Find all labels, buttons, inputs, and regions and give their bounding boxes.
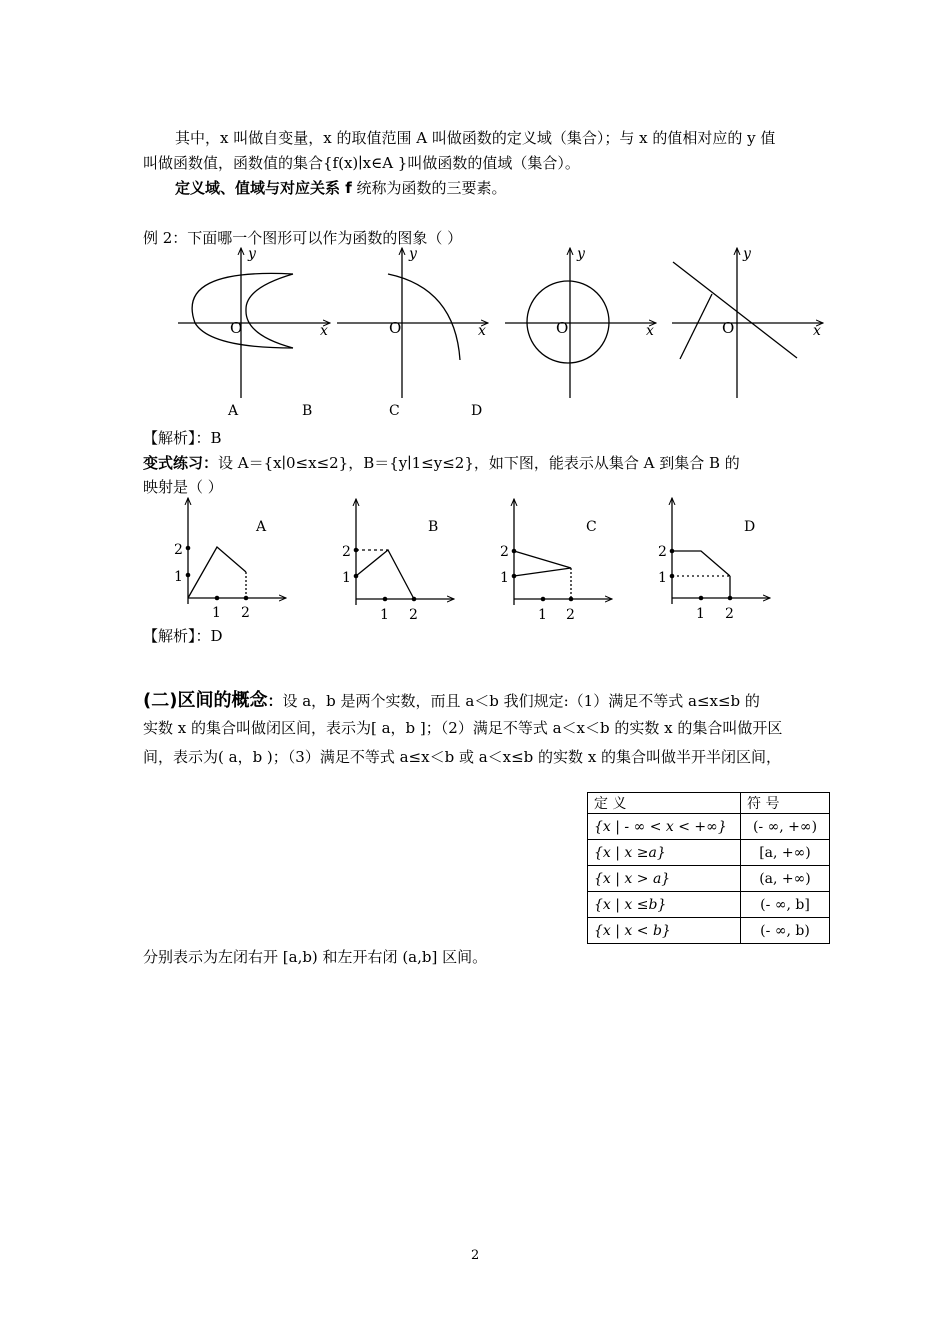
table-row [588, 840, 830, 866]
table-cell-definition: {x | x ≤b} [588, 892, 741, 918]
graph-a-inner-curve [246, 274, 293, 348]
para1-line1: 其中，x 叫做自变量，x 的取值范围 A 叫做函数的定义域（集合）；与 x 的值相对应的 y 值 [175, 129, 776, 147]
table-row [588, 892, 830, 918]
table-header-symbol: 符 号 [741, 793, 830, 814]
variant-graph-b [356, 499, 454, 605]
table-cell-symbol: (- ∞, b) [741, 918, 830, 944]
table-row [588, 814, 830, 840]
variant-d-tick-y1: 1 [658, 570, 667, 586]
graph-b-origin: O [389, 319, 402, 337]
table-cell-symbol: (- ∞, b] [741, 892, 830, 918]
graph-c-y-label: y [577, 246, 585, 262]
graph-b-x-label: x [478, 323, 486, 339]
interval-line4: 分别表示为左闭右开 [a,b) 和左开右闭 (a,b] 区间。 [143, 948, 488, 966]
table-cell-symbol: [a, +∞) [741, 840, 830, 866]
variant-d-tick-x2: 2 [725, 606, 734, 622]
interval-line1 [143, 686, 760, 712]
table-header-definition: 定 义 [588, 793, 741, 814]
variant-graphs [0, 492, 950, 627]
variant-graph-a [188, 498, 286, 604]
graph-b [337, 248, 488, 398]
graph-a-y-label: y [248, 246, 256, 262]
variant-b-tick-y1: 1 [342, 570, 351, 586]
graph-d-line-2 [680, 294, 712, 359]
interval-heading-colon: ： [267, 692, 283, 710]
graph-a-outer-curve [192, 273, 293, 348]
variant-label-c: C [586, 519, 597, 535]
option-label-a: A [228, 403, 239, 419]
example2-answer: 【解析】：B [143, 429, 222, 447]
graph-d-y-label: y [743, 246, 751, 262]
variant-graph-d-dots [670, 549, 733, 601]
table-row [588, 918, 830, 944]
variant-label-b: B [428, 519, 439, 535]
interval-line2: 实数 x 的集合叫做闭区间，表示为[ a，b ]；（2）满足不等式 a＜x＜b 的实数 x 的集合叫做开区 [143, 719, 783, 737]
variant-line2: 映射是（ ） [143, 478, 223, 496]
variant-graph-d [672, 498, 770, 604]
variant-d-tick-x1: 1 [696, 606, 705, 622]
option-label-d: D [471, 403, 483, 419]
variant-graph-b-dots [354, 548, 417, 602]
three-elements-rest: 统称为函数的三要素。 [351, 179, 507, 197]
variant-c-tick-y1: 1 [500, 570, 509, 586]
interval-line1-text: 设 a，b 是两个实数，而且 a＜b 我们规定:（1）满足不等式 a≤x≤b 的 [282, 692, 760, 710]
variant-a-tick-x2: 2 [241, 605, 250, 621]
table-cell-symbol: (a, +∞) [741, 866, 830, 892]
graph-c-x-label: x [646, 323, 654, 339]
table-cell-definition: {x | x > a} [588, 866, 741, 892]
option-label-b: B [302, 403, 313, 419]
variant-c-tick-y2: 2 [500, 544, 509, 560]
variant-c-tick-x2: 2 [566, 607, 575, 623]
variant-a-tick-x1: 1 [212, 605, 221, 621]
three-elements-bold: 定义域、值域与对应关系 f [175, 179, 352, 197]
variant-answer: 【解析】：D [143, 627, 223, 645]
variant-colon: ： [203, 454, 219, 472]
graph-b-y-label: y [409, 246, 417, 262]
variant-a-tick-y2: 2 [174, 542, 183, 558]
graph-c [505, 248, 656, 398]
table-row [588, 866, 830, 892]
variant-a-tick-y1: 1 [174, 569, 183, 585]
table-cell-definition: {x | x ≥a} [588, 840, 741, 866]
para1-line3 [175, 177, 507, 198]
variant-d-tick-y2: 2 [658, 544, 667, 560]
graph-c-origin: O [556, 319, 569, 337]
graph-a [178, 248, 330, 398]
graph-d-x-label: x [813, 323, 821, 339]
graph-b-curve [388, 274, 460, 360]
graph-d-origin: O [722, 319, 735, 337]
variant-b-tick-x1: 1 [380, 607, 389, 623]
variant-line1 [143, 452, 740, 473]
table-cell-definition: {x | x < b} [588, 918, 741, 944]
table-cell-definition: {x | - ∞ < x < +∞} [588, 814, 741, 840]
variant-title: 变式练习 [143, 454, 204, 472]
variant-c-tick-x1: 1 [538, 607, 547, 623]
table-header-row [588, 793, 830, 814]
page-number: 2 [471, 1248, 480, 1263]
option-label-c: C [389, 403, 400, 419]
para1-line2: 叫做函数值，函数值的集合{f(x)∣x∈A }叫做函数的值域（集合）。 [143, 154, 580, 172]
variant-b-tick-x2: 2 [409, 607, 418, 623]
variant-text: 设 A＝{x∣0≤x≤2}，B＝{y∣1≤y≤2}，如下图，能表示从集合 A 到集合 B 的 [218, 454, 740, 472]
graph-d-line-1 [673, 262, 797, 358]
example2-question: 例 2：下面哪一个图形可以作为函数的图象（ ） [143, 229, 463, 247]
table-cell-symbol: (- ∞, +∞) [741, 814, 830, 840]
variant-label-a: A [256, 519, 267, 535]
variant-graph-a-dots [186, 546, 249, 601]
variant-label-d: D [744, 519, 756, 535]
interval-heading: (二)区间的概念 [143, 690, 268, 711]
interval-symbol-table [587, 792, 830, 944]
variant-graph-c [514, 499, 612, 605]
graph-a-x-label: x [320, 323, 328, 339]
interval-line3: 间，表示为( a，b )；（3）满足不等式 a≤x＜b 或 a＜x≤b 的实数 x 的集合叫做半开半闭区间， [143, 748, 782, 766]
graph-d [672, 248, 823, 398]
variant-b-tick-y2: 2 [342, 544, 351, 560]
graph-a-origin: O [230, 319, 243, 337]
example2-graphs [0, 240, 950, 425]
